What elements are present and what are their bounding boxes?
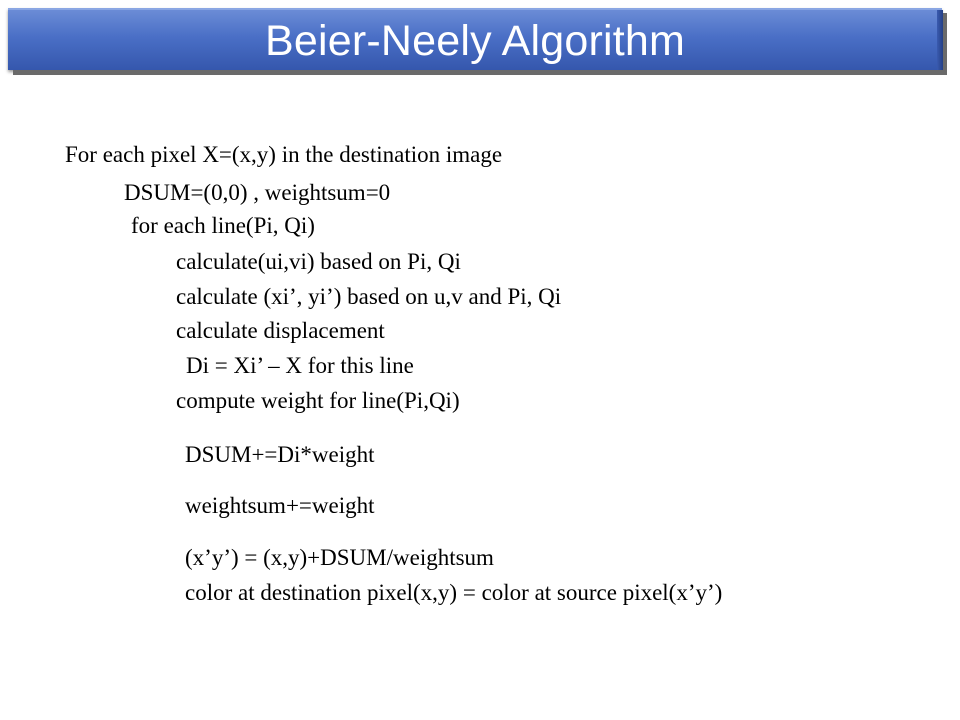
slide-title: Beier-Neely Algorithm bbox=[264, 16, 686, 65]
title-bar bbox=[8, 8, 942, 70]
code-line-outer-loop: For each pixel X=(x,y) in the destination image bbox=[65, 142, 503, 167]
code-line-compute-weight: compute weight for line(Pi,Qi) bbox=[176, 388, 460, 413]
code-line-init: DSUM=(0,0) , weightsum=0 bbox=[124, 180, 391, 205]
code-line-inner-loop: for each line(Pi, Qi) bbox=[131, 213, 315, 238]
code-line-calc-xi: calculate (xi’, yi’) based on u,v and Pi, Qi bbox=[176, 284, 562, 309]
code-line-calc-displacement: calculate displacement bbox=[176, 318, 385, 343]
code-line-dsum-update: DSUM+=Di*weight bbox=[185, 442, 375, 467]
code-line-new-coords: (x’y’) = (x,y)+DSUM/weightsum bbox=[185, 545, 494, 570]
code-line-weightsum-update: weightsum+=weight bbox=[185, 493, 375, 518]
code-line-di-formula: Di = Xi’ – X for this line bbox=[186, 353, 414, 378]
code-line-color-assign: color at destination pixel(x,y) = color at source pixel(x’y’) bbox=[185, 580, 723, 605]
code-line-calc-uv: calculate(ui,vi) based on Pi, Qi bbox=[176, 249, 461, 274]
